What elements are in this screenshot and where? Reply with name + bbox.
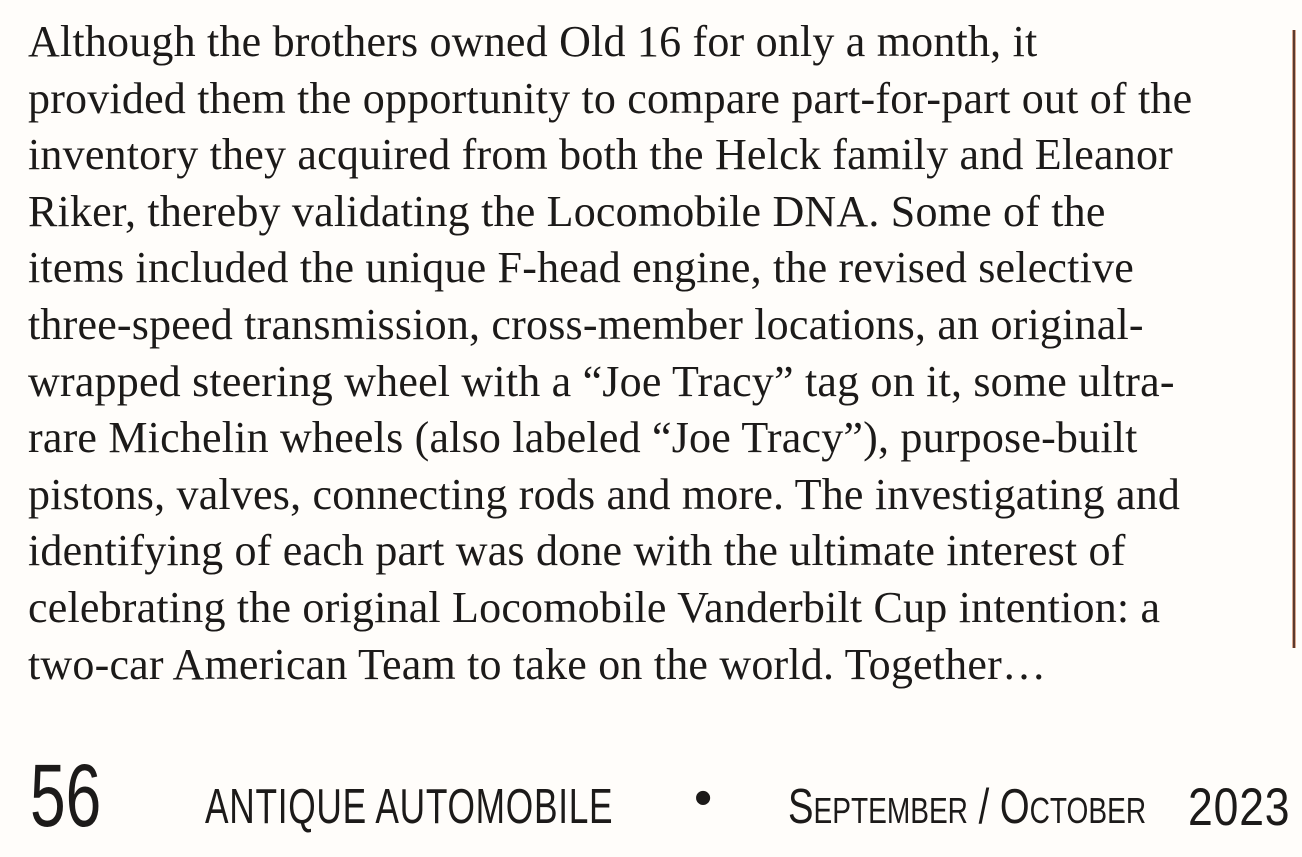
month-september-rest: EPTEMBER [813, 790, 968, 831]
article-line: provided them the opportunity to compare part-for-part out of the [28, 73, 1193, 123]
page-number: 56 [30, 745, 102, 845]
issue-year: 2023 [1188, 778, 1291, 837]
month-september-initial: S [788, 780, 814, 834]
article-line: inventory they acquired from both the Helck family and Eleanor [28, 130, 1174, 180]
article-line: rare Michelin wheels (also labeled “Joe Tracy”), purpose-built [28, 413, 1138, 463]
article-line: pistons, valves, connecting rods and more. The investigating and [28, 469, 1181, 519]
page-edge-line [1292, 30, 1296, 648]
bullet-separator-icon: • [694, 769, 713, 827]
month-october-initial: O [999, 780, 1030, 834]
article-text [28, 14, 1192, 693]
article-line: wrapped steering wheel with a “Joe Tracy” tag on it, some ultra- [28, 356, 1175, 406]
article-line: items included the unique F-head engine, the revised selective [28, 243, 1134, 293]
article-line: identifying of each part was done with the ultimate interest of [28, 526, 1126, 576]
article-line: celebrating the original Locomobile Vanderbilt Cup intention: a [28, 582, 1161, 632]
magazine-title: ANTIQUE AUTOMOBILE [205, 780, 614, 834]
month-october-rest: CTOBER [1029, 790, 1147, 831]
article-line: Riker, thereby validating the Locomobile DNA. Some of the [28, 186, 1106, 236]
issue-date [788, 780, 1147, 834]
article-line: Although the brothers owned Old 16 for only a month, it [28, 17, 1038, 66]
date-separator: / [978, 780, 990, 834]
article-line: three-speed transmission, cross-member locations, an original- [28, 299, 1144, 349]
article-line: two-car American Team to take on the world. Together… [28, 639, 1047, 689]
